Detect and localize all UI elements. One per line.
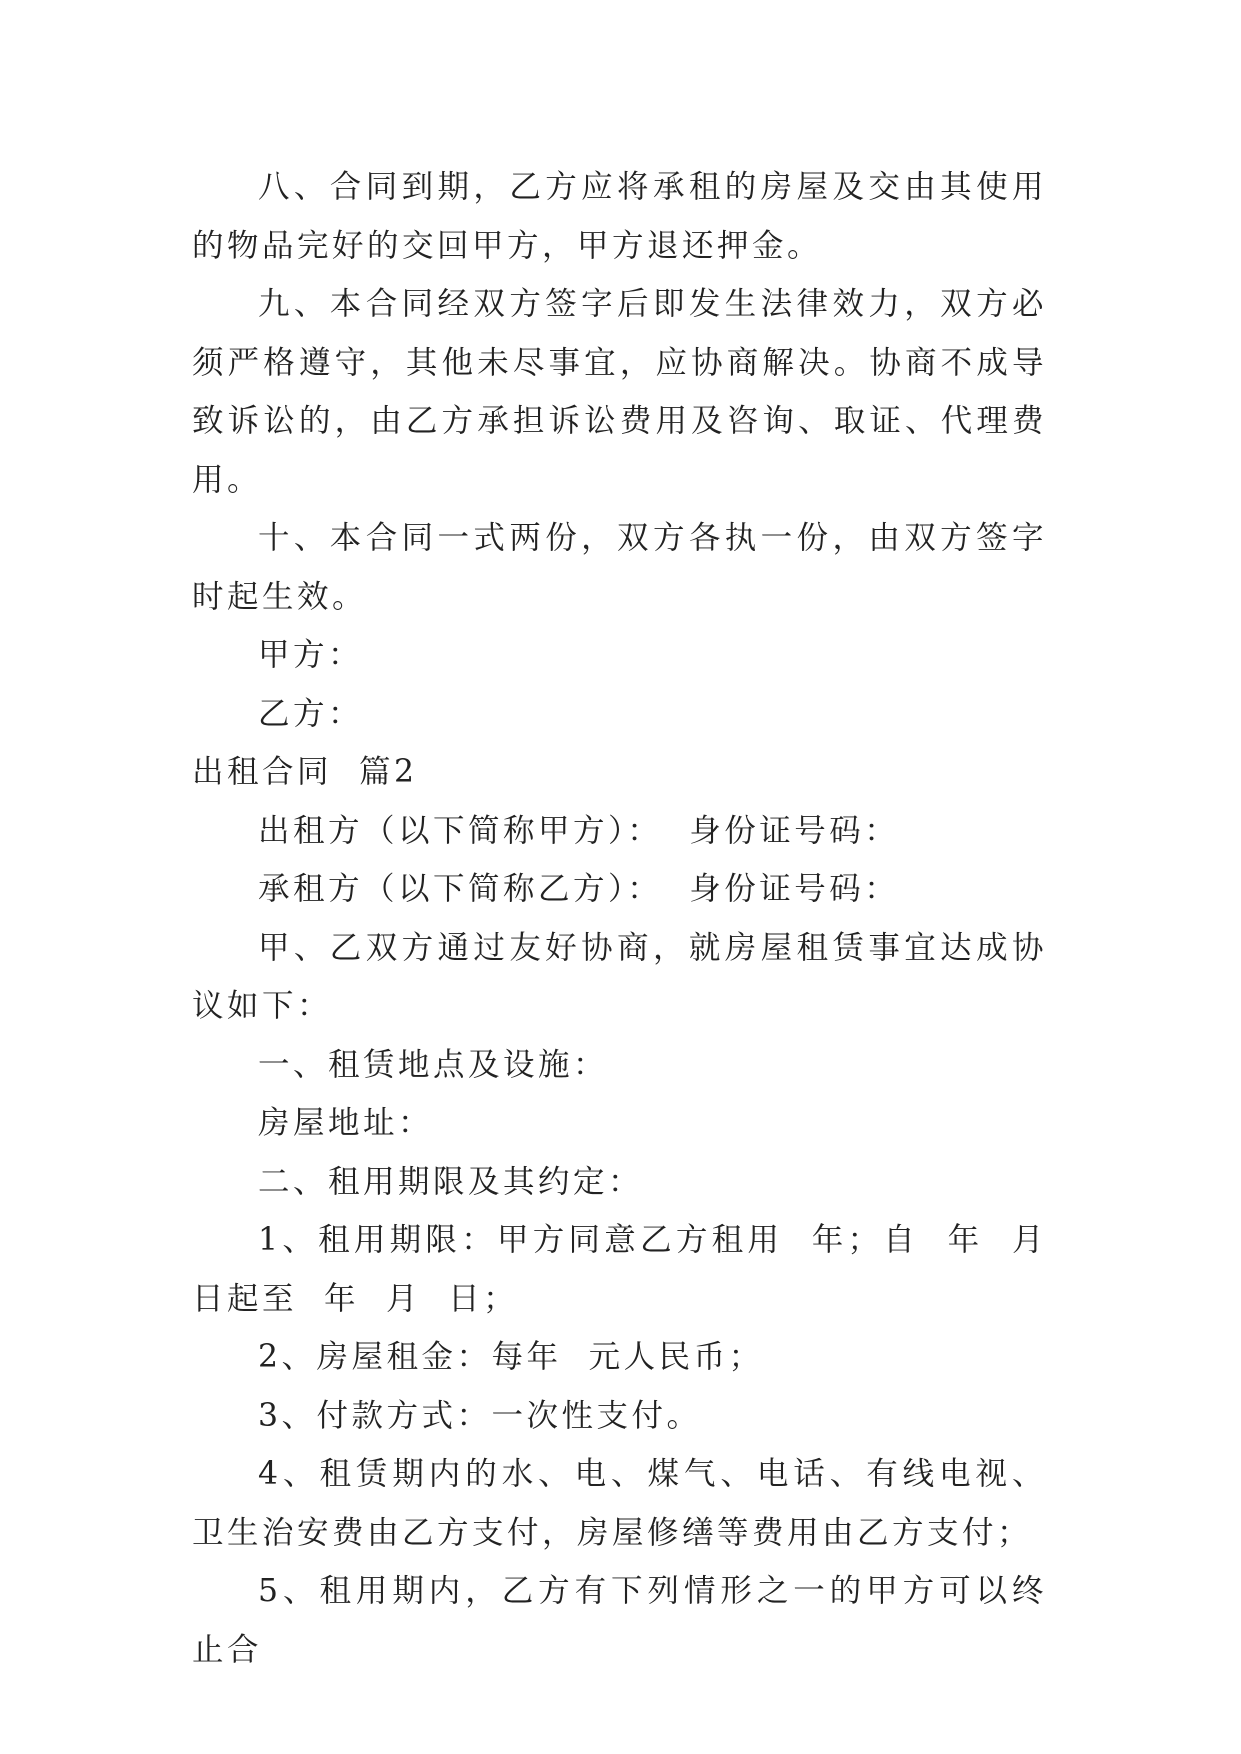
term-item-5: 5、租用期内，乙方有下列情形之一的甲方可以终止合 xyxy=(192,1573,1047,1668)
clause-9: 九、本合同经双方签字后即发生法律效力，双方必须严格遵守，其他未尽事宜，应协商解决。协商不成导致诉讼的，由乙方承担诉讼费用及咨询、取证、代理费用。 xyxy=(192,286,1047,498)
document-body xyxy=(192,158,1075,1679)
section-heading: 出租合同 篇2 xyxy=(192,754,418,790)
lessor-line: 出租方（以下简称甲方）： 身份证号码： xyxy=(258,812,900,849)
term-item-1: 1、租用期限：甲方同意乙方租用 年；自 年 月 日起至 年 月 日； xyxy=(192,1222,1075,1317)
clause-1-title: 一、租赁地点及设施： xyxy=(258,1046,609,1083)
party-b-signature-line: 乙方： xyxy=(258,695,364,732)
lessee-line: 承租方（以下简称乙方）： 身份证号码： xyxy=(258,871,900,907)
house-address-line: 房屋地址： xyxy=(258,1105,434,1141)
clause-2-title: 二、租用期限及其约定： xyxy=(258,1163,644,1200)
term-item-3: 3、付款方式：一次性支付。 xyxy=(258,1397,702,1434)
clause-10: 十、本合同一式两份，双方各执一份，由双方签字时起生效。 xyxy=(192,520,1047,615)
agreement-intro: 甲、乙双方通过友好协商，就房屋租赁事宜达成协议如下： xyxy=(192,929,1047,1024)
term-item-4: 4、租赁期内的水、电、煤气、电话、有线电视、卫生治安费由乙方支付，房屋修缮等费用由乙方支付； xyxy=(192,1456,1047,1551)
party-a-signature-line: 甲方： xyxy=(258,637,364,673)
term-item-2: 2、房屋租金：每年 元人民币； xyxy=(258,1339,764,1375)
clause-8: 八、合同到期，乙方应将承租的房屋及交由其使用的物品完好的交回甲方，甲方退还押金。 xyxy=(192,169,1047,264)
